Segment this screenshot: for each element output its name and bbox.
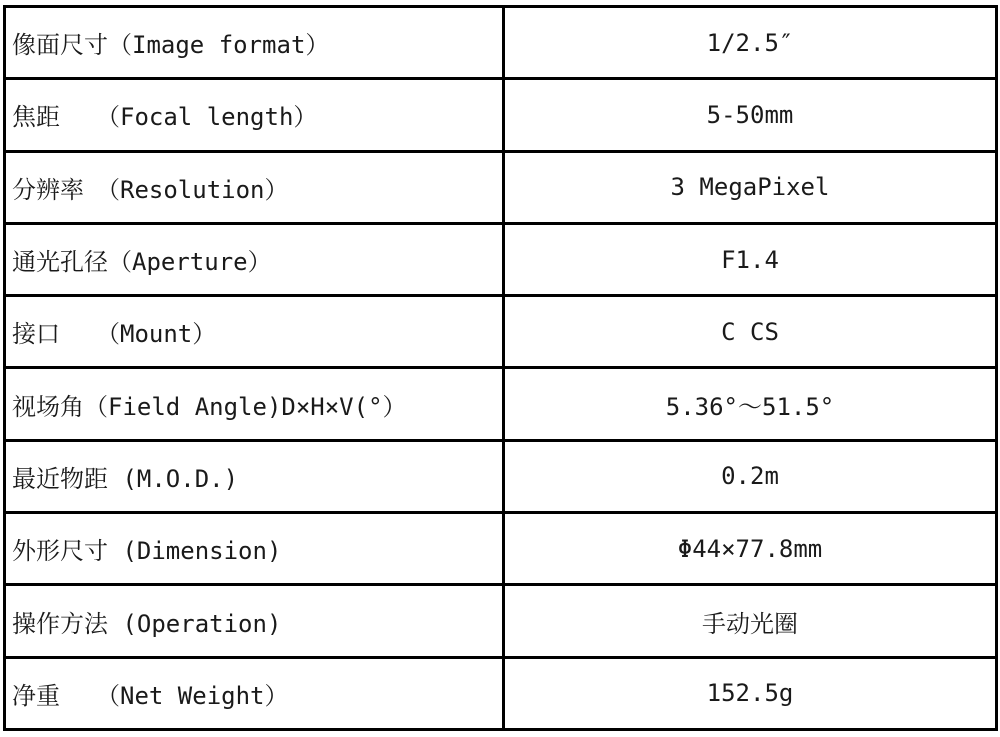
spec-label: 分辨率 （Resolution）: [5, 151, 504, 223]
spec-label: 焦距 （Focal length）: [5, 79, 504, 151]
spec-label: 最近物距 (M.O.D.): [5, 440, 504, 512]
spec-value: 5.36°～51.5°: [504, 368, 997, 440]
spec-value: 0.2m: [504, 440, 997, 512]
spec-value: F1.4: [504, 223, 997, 295]
spec-label: 净重 （Net Weight）: [5, 657, 504, 729]
table-row: [5, 223, 997, 295]
spec-value: 5-50mm: [504, 79, 997, 151]
spec-value: Φ44×77.8mm: [504, 513, 997, 585]
table-row: [5, 513, 997, 585]
spec-value: 152.5g: [504, 657, 997, 729]
table-row: [5, 657, 997, 729]
spec-value: 3 MegaPixel: [504, 151, 997, 223]
spec-label: 通光孔径（Aperture）: [5, 223, 504, 295]
spec-value: C CS: [504, 296, 997, 368]
spec-label: 操作方法 (Operation): [5, 585, 504, 657]
table-row: [5, 368, 997, 440]
table-row: [5, 585, 997, 657]
table-row: [5, 7, 997, 79]
spec-label: 接口 （Mount）: [5, 296, 504, 368]
spec-value: 手动光圈: [504, 585, 997, 657]
lens-spec-table: [3, 5, 998, 731]
spec-value: 1/2.5″: [504, 7, 997, 79]
table-row: [5, 440, 997, 512]
table-row: [5, 79, 997, 151]
spec-label: 外形尺寸 (Dimension): [5, 513, 504, 585]
table-row: [5, 296, 997, 368]
spec-label: 视场角（Field Angle)D×H×V(°）: [5, 368, 504, 440]
table-row: [5, 151, 997, 223]
spec-label: 像面尺寸（Image format）: [5, 7, 504, 79]
